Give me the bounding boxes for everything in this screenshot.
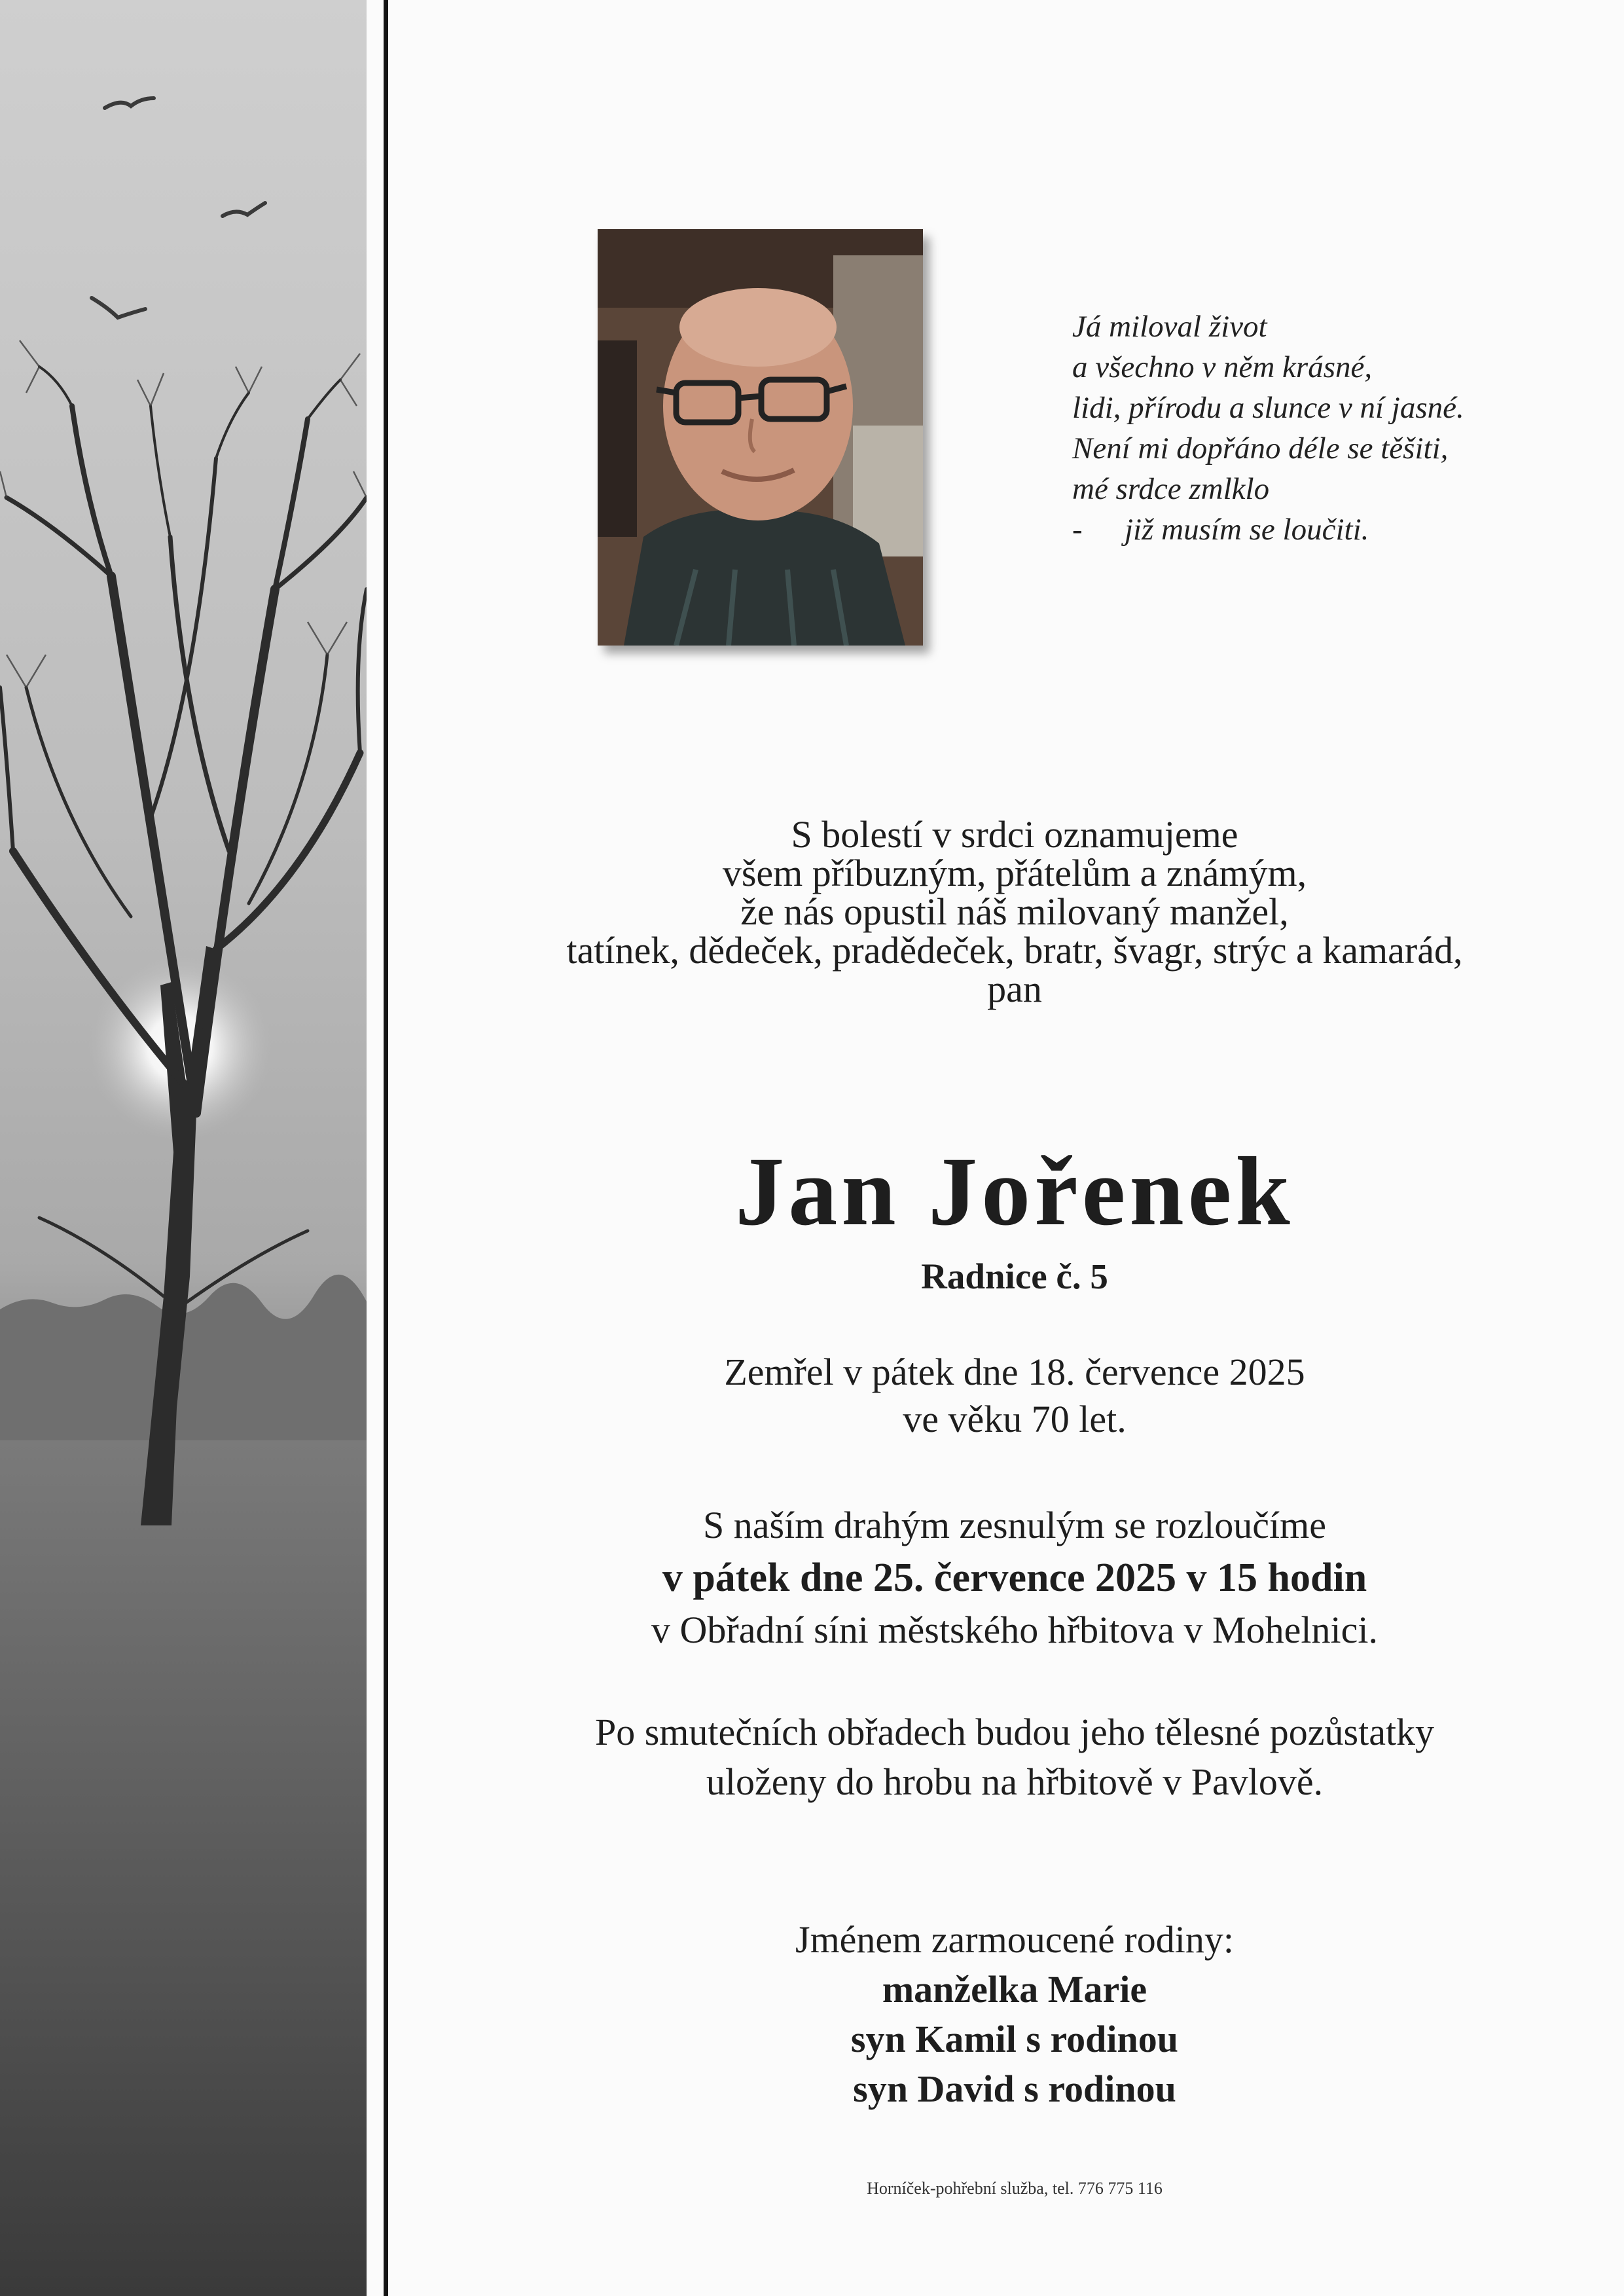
family-member: syn Kamil s rodinou bbox=[850, 2018, 1179, 2060]
death-date: Zemřel v pátek dne 18. července 2025 bbox=[724, 1351, 1305, 1393]
announcement-line: tatínek, dědeček, pradědeček, bratr, švagr, strýc a kamarád, bbox=[566, 929, 1463, 972]
deceased-address: Radnice č. 5 bbox=[921, 1256, 1108, 1296]
poem-line: a všechno v něm krásné, bbox=[1072, 350, 1373, 384]
poem-line: lidi, přírodu a slunce v ní jasné. bbox=[1072, 391, 1464, 425]
poem-line: již musím se loučiti. bbox=[1125, 513, 1369, 547]
side-landscape-image bbox=[0, 0, 367, 2296]
death-info bbox=[458, 1349, 1571, 1443]
farewell-place: v Obřadní síni městského hřbitova v Mohelnici. bbox=[651, 1609, 1378, 1651]
announcement-text bbox=[458, 815, 1571, 1008]
poem-dash: - bbox=[1072, 513, 1083, 547]
burial-line: Po smutečních obřadech budou jeho tělesné pozůstatky bbox=[594, 1711, 1435, 1753]
deceased-name: Jan Jořenek bbox=[735, 1137, 1294, 1246]
portrait-photo bbox=[598, 229, 923, 646]
poem bbox=[1072, 306, 1609, 550]
family-signature bbox=[458, 1915, 1571, 2114]
poem-line: mé srdce zmlklo bbox=[1072, 472, 1270, 506]
announcement-line: pan bbox=[987, 968, 1042, 1010]
announcement-line: že nás opustil náš milovaný manžel, bbox=[740, 890, 1289, 933]
burial-info bbox=[458, 1707, 1571, 1807]
vertical-divider bbox=[384, 0, 388, 2296]
funeral-service-note: Horníček-pohřební služba, tel. 776 775 116 bbox=[867, 2179, 1163, 2198]
poem-line: Není mi dopřáno déle se těšiti, bbox=[1072, 431, 1449, 465]
farewell-line: S naším drahým zesnulým se rozloučíme bbox=[703, 1504, 1326, 1546]
death-age: ve věku 70 let. bbox=[903, 1398, 1127, 1440]
announcement-line: všem příbuzným, přátelům a známým, bbox=[722, 852, 1307, 894]
announcement-line: S bolestí v srdci oznamujeme bbox=[791, 813, 1238, 856]
family-member: manželka Marie bbox=[882, 1968, 1147, 2011]
poem-line: Já miloval život bbox=[1072, 310, 1267, 344]
family-heading: Jménem zarmoucené rodiny: bbox=[795, 1918, 1234, 1961]
family-member: syn David s rodinou bbox=[853, 2068, 1176, 2110]
poem-last-line bbox=[1072, 509, 1609, 550]
farewell-date: v pátek dne 25. července 2025 v 15 hodin bbox=[662, 1556, 1367, 1600]
burial-line: uloženy do hrobu na hřbitově v Pavlově. bbox=[706, 1760, 1324, 1803]
farewell-info bbox=[458, 1499, 1571, 1656]
